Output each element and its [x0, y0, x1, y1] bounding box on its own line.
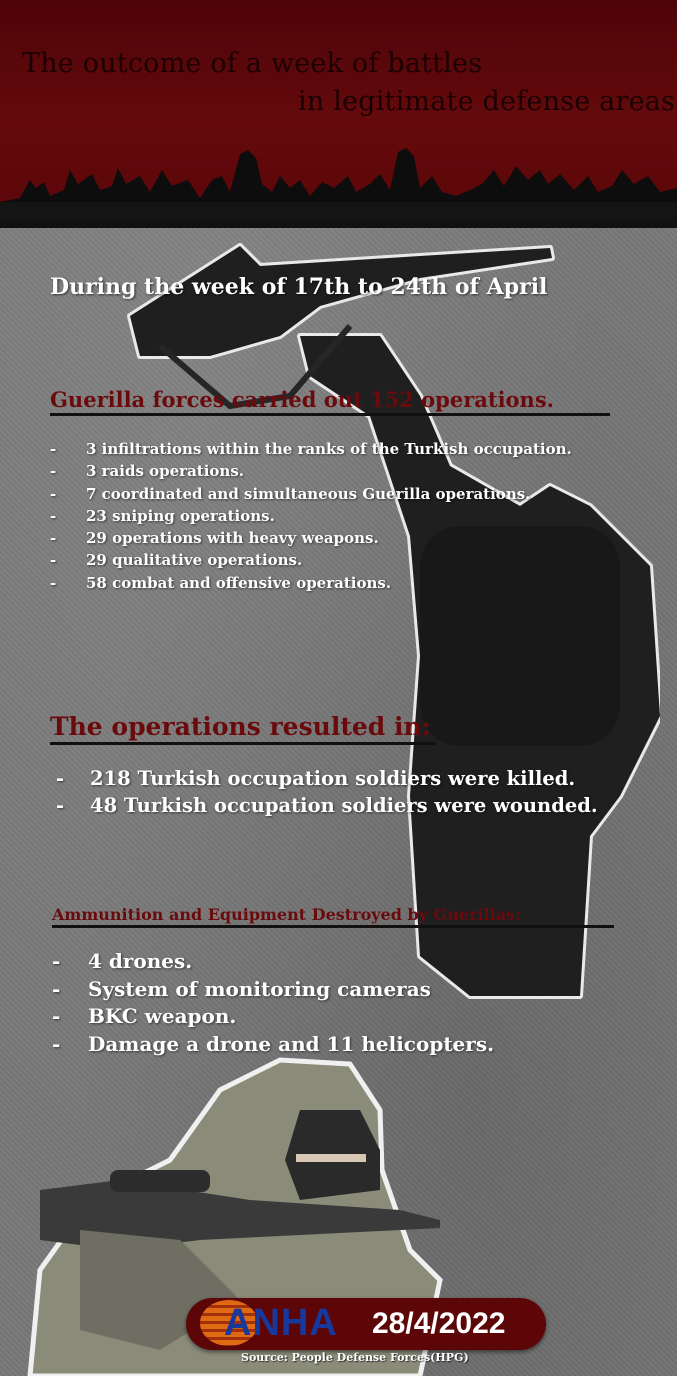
list-item: - System of monitoring cameras	[52, 976, 431, 1001]
equipment-title: Ammunition and Equipment Destroyed by Guerillas:	[52, 905, 614, 928]
operations-list	[50, 438, 572, 594]
list-item: - 23 sniping operations.	[50, 506, 275, 525]
soldiers-silhouette-strip	[0, 140, 677, 224]
list-item: - 58 combat and offensive operations.	[50, 573, 392, 592]
list-item: - 48 Turkish occupation soldiers were wounded.	[56, 794, 598, 817]
list-item: - 29 operations with heavy weapons.	[50, 529, 379, 548]
list-item: - 4 drones.	[52, 949, 193, 973]
list-item: - Damage a drone and 11 helicopters.	[52, 1031, 495, 1056]
publish-date: 28/4/2022	[372, 1307, 506, 1340]
guerilla-fighter-silhouette	[120, 236, 660, 1016]
anha-logo-text: ANHA	[224, 1302, 338, 1344]
header-divider	[0, 222, 677, 228]
list-item: - 29 qualitative operations.	[50, 551, 303, 570]
equipment-list	[52, 948, 494, 1058]
source-credit: Source: People Defense Forces(HPG)	[241, 1351, 469, 1364]
list-item: - 3 infiltrations within the ranks of the Turkish occupation.	[50, 440, 572, 458]
list-item: - BKC weapon.	[52, 1004, 237, 1028]
list-item: - 218 Turkish occupation soldiers were killed.	[56, 767, 576, 790]
header-title-line1: The outcome of a week of battles	[22, 48, 483, 79]
results-list	[56, 765, 598, 819]
operations-title: Guerilla forces carried out 152 operations.	[50, 387, 610, 416]
header-title-line2: in legitimate defense areas	[298, 86, 676, 117]
list-item: - 3 raids operations.	[50, 462, 244, 481]
week-heading: During the week of 17th to 24th of April	[50, 274, 548, 300]
list-item: - 7 coordinated and simultaneous Guerilla operations.	[50, 484, 531, 503]
results-title: The operations resulted in:	[50, 712, 436, 745]
